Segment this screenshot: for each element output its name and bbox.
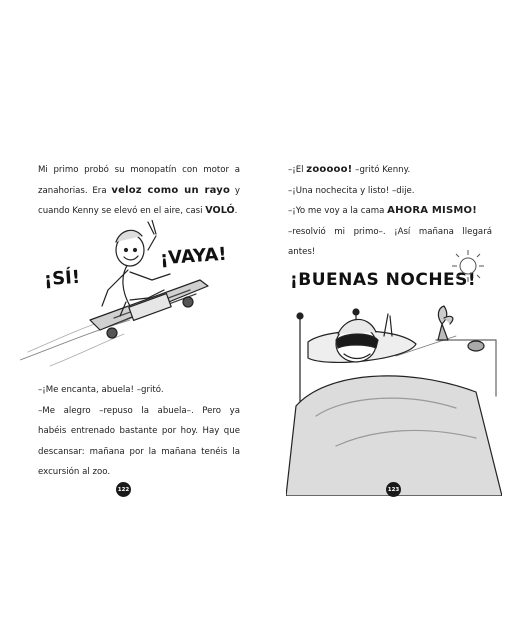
text-line: –¡El zooooo! –gritó Kenny. — [288, 164, 411, 175]
text-line: Mi primo probó su monopatín con motor a — [38, 165, 240, 175]
bed-boy-illustration — [286, 296, 502, 496]
text-line: –¡Una nochecita y listo! –dije. — [288, 185, 415, 196]
skateboard-boy-illustration — [20, 220, 240, 370]
right-page — [258, 0, 516, 640]
text-line: habéis entrenado bastante por hoy. Hay que — [38, 426, 240, 436]
page-number: 122 — [116, 482, 131, 497]
text-line: –Me alegro –repuso la abuela–. Pero ya — [38, 405, 240, 416]
text-line: descansar: mañana por la mañana tenéis la — [38, 446, 240, 457]
emphasis-text: AHORA MISMO! — [387, 205, 477, 216]
emphasis-text: zooooo! — [306, 164, 353, 175]
text-line: zanahorias. Era veloz como un rayo y — [38, 184, 240, 196]
emphasis-text: veloz como un rayo — [111, 184, 231, 196]
buenas-noches-heading: ¡BUENAS NOCHES! — [290, 270, 477, 290]
text-line: antes! — [288, 247, 316, 257]
exclaim-si: ¡SÍ! — [43, 266, 81, 291]
exclaim-vaya: ¡VAYA! — [159, 243, 228, 270]
emphasis-text: VOLÓ — [205, 205, 235, 216]
text-line: excursión al zoo. — [38, 467, 111, 477]
left-paragraph-1 — [38, 160, 240, 222]
sun-icon — [448, 246, 488, 286]
page-number: 123 — [386, 482, 401, 497]
left-paragraph-2 — [38, 380, 240, 483]
text-line: cuando Kenny se elevó en el aire, casi VOLÓ. — [38, 205, 238, 216]
text-line: –¡Yo me voy a la cama AHORA MISMO! — [288, 205, 477, 216]
text-line: –resolvió mi primo–. ¡Así mañana llegará — [288, 226, 492, 237]
text-line: –¡Me encanta, abuela! –gritó. — [38, 385, 164, 395]
